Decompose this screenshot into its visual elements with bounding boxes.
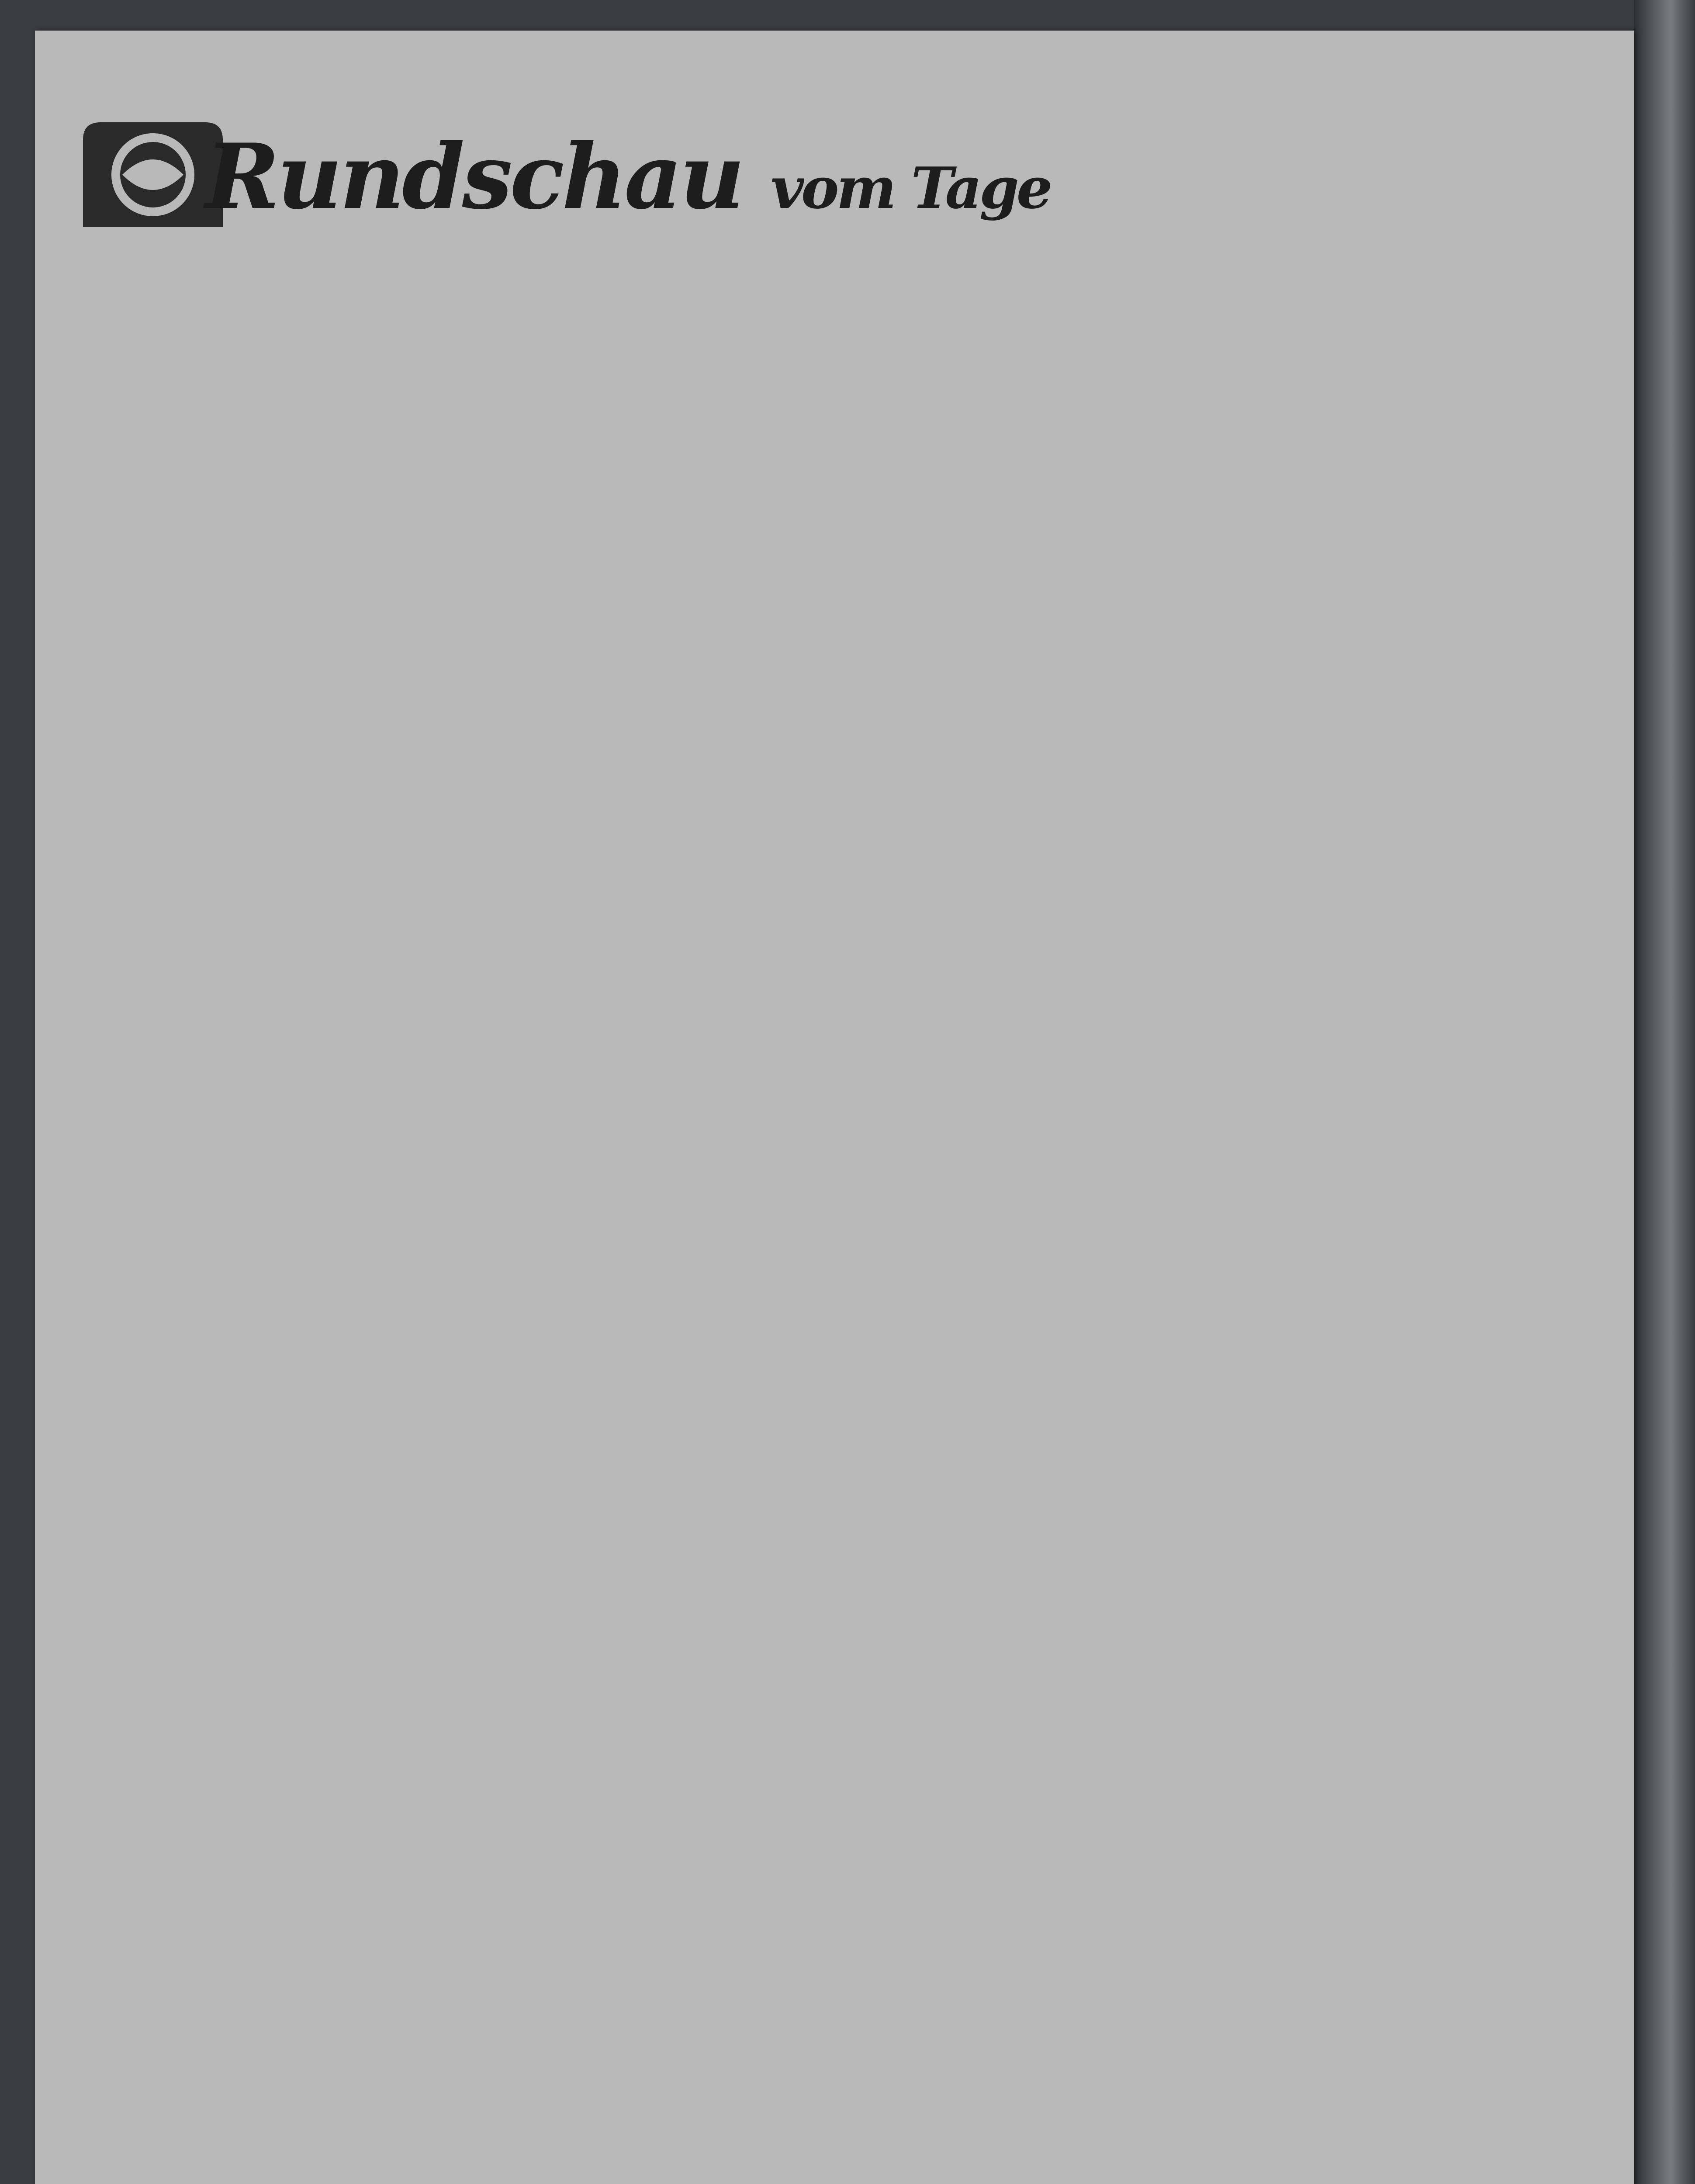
masthead <box>74 109 1050 240</box>
book-edge <box>1634 0 1695 2184</box>
masthead-title <box>205 124 1050 238</box>
newspaper-page <box>35 31 1634 2184</box>
masthead-title-sub: vom Tage <box>771 155 1050 221</box>
masthead-title-main: Rundschau <box>205 124 742 229</box>
